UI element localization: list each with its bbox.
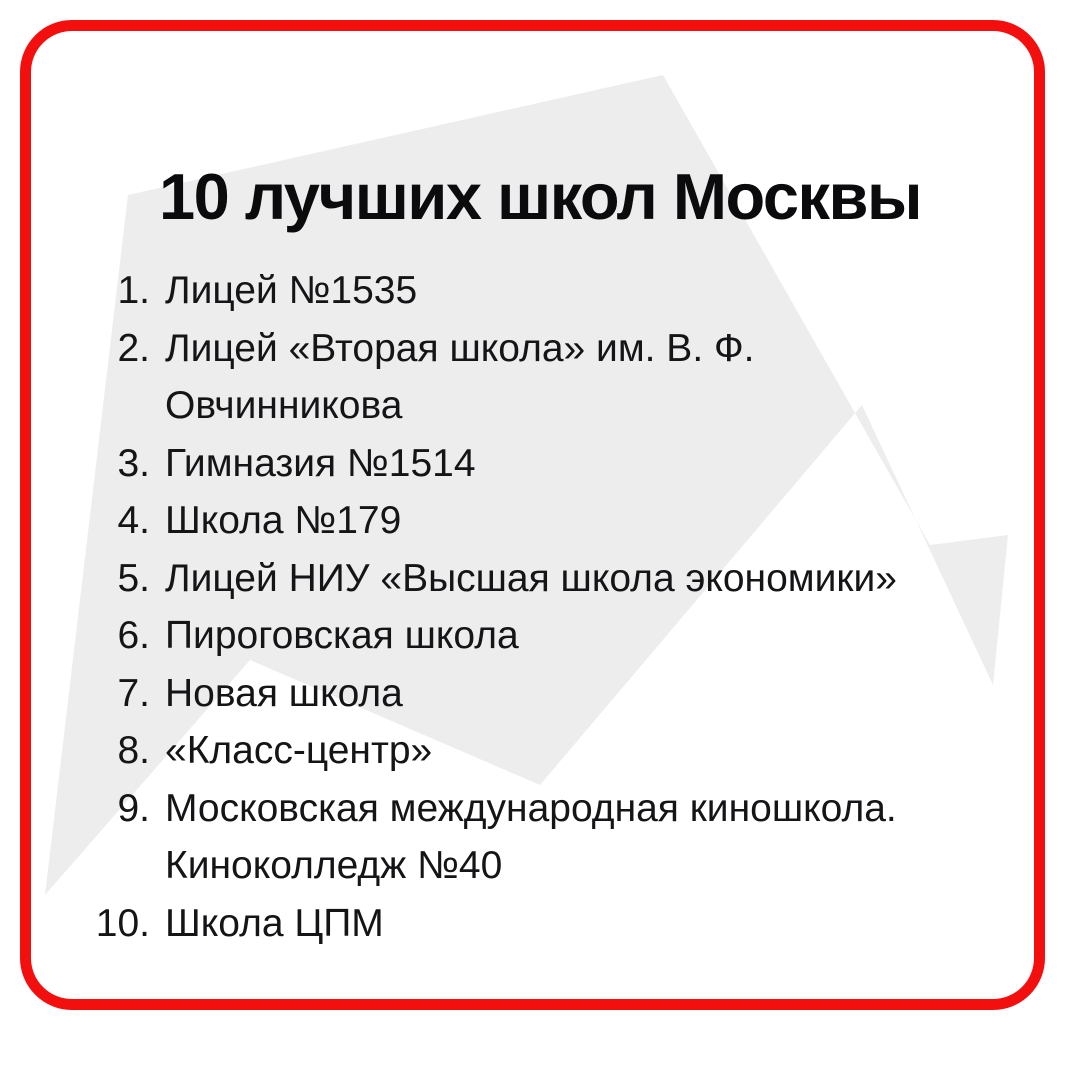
list-item — [0, 780, 1030, 895]
item-number: 7. — [117, 671, 150, 715]
item-number: 5. — [117, 556, 150, 600]
school-list — [0, 262, 1030, 952]
item-text-line: Школа №179 — [165, 499, 402, 542]
item-text — [165, 722, 1030, 780]
item-text-line: Пироговская школа — [165, 614, 519, 657]
item-number: 8. — [117, 729, 150, 772]
item-number: 2. — [117, 326, 150, 370]
list-item — [0, 665, 1030, 723]
item-text-line: «Класс-центр» — [165, 729, 433, 772]
item-text-line: Школа ЦПМ — [165, 901, 384, 945]
item-text — [165, 550, 1030, 608]
list-item — [0, 262, 1030, 320]
page-title: 10 лучших школ Москвы — [159, 159, 921, 233]
item-text — [165, 320, 1030, 435]
list-item — [0, 320, 1030, 435]
item-text-line: Лицей НИУ «Высшая школа экономики» — [165, 556, 897, 600]
item-number: 1. — [117, 269, 150, 312]
item-number: 4. — [117, 499, 150, 542]
item-text — [165, 895, 1030, 953]
item-number: 10. — [95, 901, 150, 945]
item-text — [165, 435, 1030, 493]
item-number: 6. — [117, 614, 150, 657]
item-text-line: Лицей №1535 — [165, 269, 418, 312]
item-text-line: Овчинникова — [165, 384, 403, 427]
item-text-line: Московская международная киношкола. — [165, 786, 897, 830]
item-text-line: Новая школа — [165, 671, 403, 715]
item-text-line: Лицей «Вторая школа» им. В. Ф. — [165, 326, 755, 370]
list-item — [0, 895, 1030, 953]
item-text — [165, 607, 1030, 665]
list-item — [0, 492, 1030, 550]
item-number: 9. — [117, 786, 150, 830]
item-text — [165, 780, 1030, 895]
list-item — [0, 435, 1030, 493]
item-text — [165, 665, 1030, 723]
list-item — [0, 550, 1030, 608]
list-item — [0, 607, 1030, 665]
item-text-line: Киноколледж №40 — [165, 844, 503, 887]
item-number: 3. — [117, 441, 150, 485]
item-text — [165, 492, 1030, 550]
list-item — [0, 722, 1030, 780]
item-text-line: Гимназия №1514 — [165, 441, 476, 485]
item-text — [165, 262, 1030, 320]
